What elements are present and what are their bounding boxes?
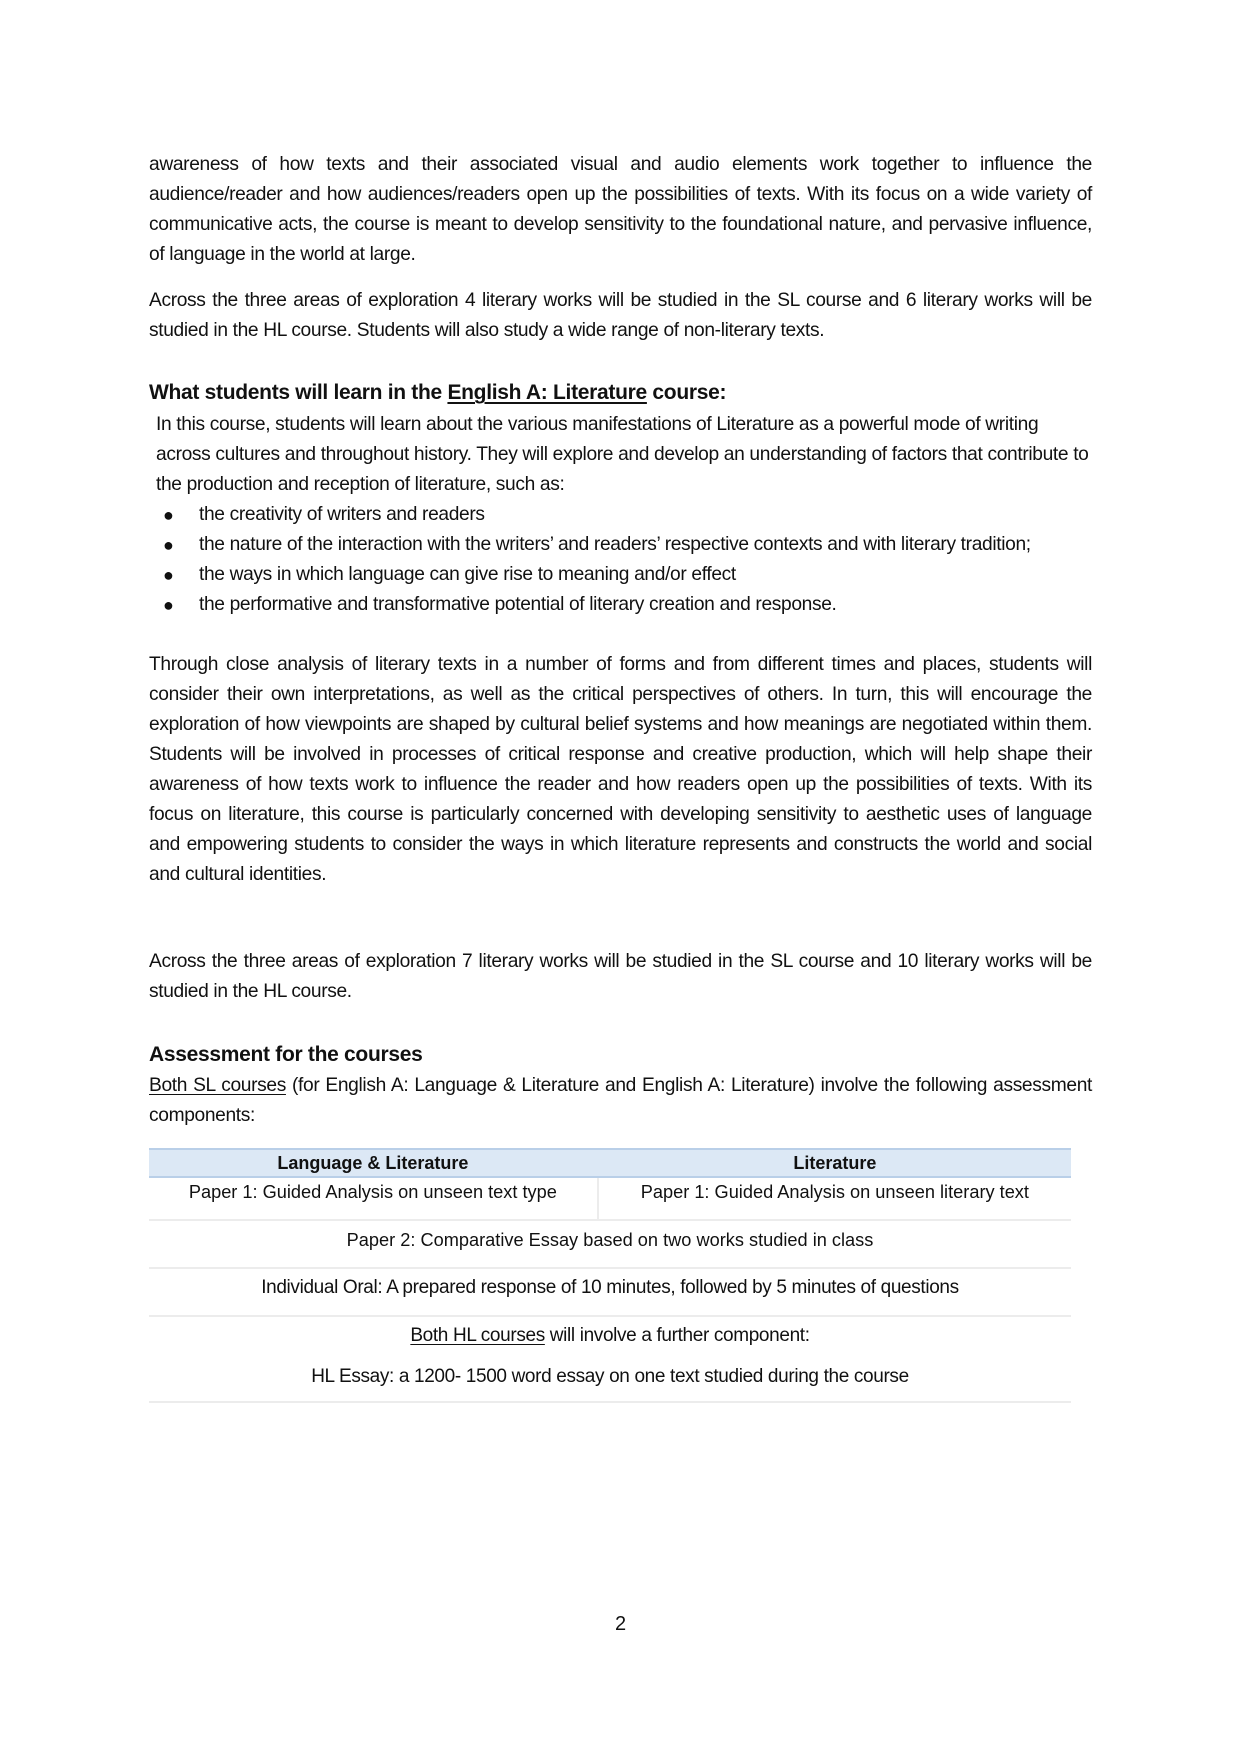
intro-paragraph: awareness of how texts and their associated visual and audio elements work together to influence the audience/reader and how audiences/readers open up the possibilities of texts. With its focus on a wide variety of communicative acts, the course is meant to develop sensitivity to the foundational nature, and pervasive influence, of language in the world at large. xyxy=(149,154,1092,265)
hl-intro-text: will involve a further component: xyxy=(544,1325,810,1346)
assessment-table xyxy=(149,1148,1071,1403)
list-item xyxy=(149,530,1092,560)
lang-lit-works-paragraph: Across the three areas of exploration 4 literary works will be studied in the SL course and 6 literary works will be studied in the HL course. Students will also study a wide range of non-literary texts. xyxy=(149,290,1092,341)
table-header-row xyxy=(149,1149,1071,1177)
bullet-icon: ● xyxy=(163,565,174,585)
header-lang-lit: Language & Literature xyxy=(149,1149,598,1177)
table-row xyxy=(149,1316,1071,1363)
cell-hl-intro xyxy=(149,1316,1071,1363)
list-item xyxy=(149,500,1092,530)
heading-suffix: course: xyxy=(646,381,727,405)
list-item-text: the nature of the interaction with the writers’ and readers’ respective contexts and with literary tradition; xyxy=(199,534,1031,555)
cell-individual-oral: Individual Oral: A prepared response of 10 minutes, followed by 5 minutes of questions xyxy=(149,1268,1071,1316)
cell-paper2: Paper 2: Comparative Essay based on two works studied in class xyxy=(149,1220,1071,1268)
sl-assessment-text: (for English A: Language & Literature and English A: Literature) involve the following assessment components: xyxy=(149,1075,1092,1126)
list-item xyxy=(149,560,1092,590)
table-row xyxy=(149,1363,1071,1402)
heading-course-name: English A: Literature xyxy=(447,381,647,405)
list-item-text: the creativity of writers and readers xyxy=(199,504,485,525)
close-analysis-paragraph: Through close analysis of literary texts in a number of forms and from different times and places, students will consider their own interpretations, as well as the critical perspectives of others. In turn, this will encourage the exploration of how viewpoints are shaped by cultural belief systems and how meanings are negotiated within them. Students will be involved in processes of critical response and creative production, which will help shape their awareness of how texts work to influence the reader and how readers open up the possibilities of texts. With its focus on literature, this course is particularly concerned with developing sensitivity to aesthetic uses of language and empowering students to consider the ways in which literature represents and constructs the world and social and cultural identities. xyxy=(149,654,1092,885)
assessment-heading: Assessment for the courses xyxy=(149,1043,423,1067)
cell-paper1-lang-lit: Paper 1: Guided Analysis on unseen text type xyxy=(149,1177,598,1220)
table-row xyxy=(149,1177,1071,1220)
list-item-text: the performative and transformative potential of literary creation and response. xyxy=(199,594,837,615)
bullet-icon: ● xyxy=(163,535,174,555)
sl-courses-label: Both SL courses xyxy=(149,1075,286,1096)
literature-works-paragraph: Across the three areas of exploration 7 literary works will be studied in the SL course and 10 literary works will be studied in the HL course. xyxy=(149,951,1092,1002)
list-item-text: the ways in which language can give rise to meaning and/or effect xyxy=(199,564,736,585)
table-row xyxy=(149,1220,1071,1268)
table-row xyxy=(149,1268,1071,1316)
literature-intro-paragraph: In this course, students will learn about the various manifestations of Literature as a powerful mode of writing across cultures and throughout history. They will explore and develop an understanding of factors that contribute to the production and reception of literature, such as: xyxy=(156,414,1089,495)
sl-assessment-paragraph xyxy=(149,1071,1092,1131)
list-item xyxy=(149,590,1092,620)
heading-prefix: What students will learn in the xyxy=(149,381,448,405)
bullet-icon: ● xyxy=(163,505,174,525)
hl-courses-label: Both HL courses xyxy=(410,1325,545,1346)
cell-hl-essay: HL Essay: a 1200- 1500 word essay on one text studied during the course xyxy=(149,1363,1071,1402)
page-number: 2 xyxy=(614,1613,627,1635)
cell-paper1-literature: Paper 1: Guided Analysis on unseen literary text xyxy=(598,1177,1071,1220)
bullet-icon: ● xyxy=(163,595,174,615)
literature-factors-list xyxy=(149,500,1092,620)
literature-course-heading xyxy=(149,381,726,405)
header-literature: Literature xyxy=(598,1149,1071,1177)
